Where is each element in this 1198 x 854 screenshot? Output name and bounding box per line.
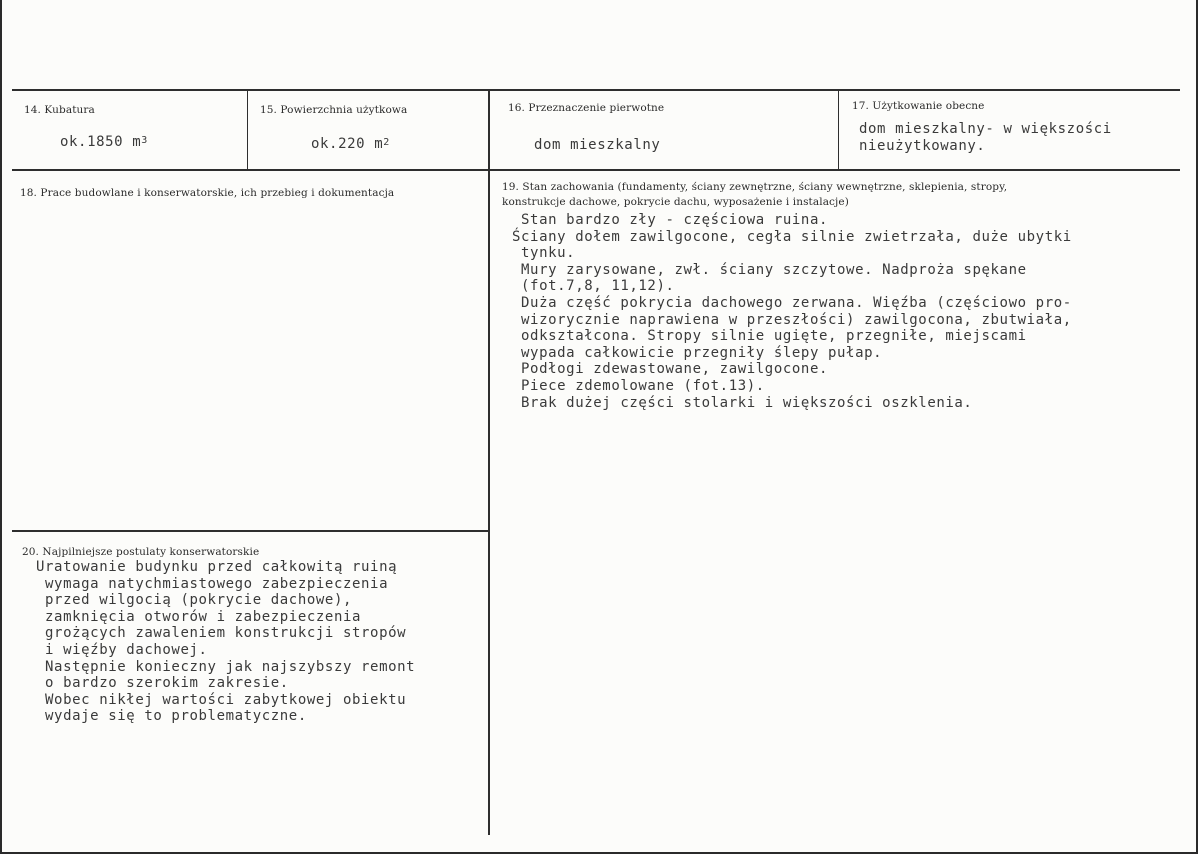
field-20-line: o bardzo szerokim zakresie. xyxy=(36,675,289,692)
field-20-line: grożących zawaleniem konstrukcji stropów xyxy=(36,625,407,642)
field-15-value: ok.220 $m^2$ xyxy=(311,136,390,152)
field-17-line: dom mieszkalny- w większości xyxy=(859,121,1112,137)
field-14-value: ok.1850 $m^3$ xyxy=(60,134,148,150)
col-divider-3 xyxy=(838,90,839,170)
field-20-line: wymaga natychmiastowego zabezpieczenia xyxy=(36,575,389,592)
field-17-value xyxy=(859,121,1112,154)
field-20-line: wydaje się to problematyczne. xyxy=(36,708,307,725)
field-14-label: 14. Kubatura xyxy=(24,104,95,116)
field-19-line: wypada całkowicie przegniły ślepy pułap. xyxy=(512,344,883,361)
header-row-rule xyxy=(12,169,1180,171)
field-20-line: Następnie konieczny jak najszybszy remont xyxy=(36,658,416,675)
field-17-line: nieużytkowany. xyxy=(859,137,986,154)
left-section-divider xyxy=(12,530,488,532)
field-19-line: Brak dużej części stolarki i większości oszklenia. xyxy=(512,394,973,411)
field-20-label: 20. Najpilniejsze postulaty konserwatorskie xyxy=(22,546,260,558)
field-19-line: (fot.7,8, 11,12). xyxy=(512,278,675,295)
field-19-line: wizorycznie naprawiena w przeszłości) zawilgocona, zbutwiała, xyxy=(512,311,1072,328)
field-19-text xyxy=(512,212,1072,411)
field-19-line: odkształcona. Stropy silnie ugięte, przegniłe, miejscami xyxy=(512,328,1027,345)
field-18-label: 18. Prace budowlane i konserwatorskie, ich przebieg i dokumentacja xyxy=(20,187,395,199)
col-divider-1 xyxy=(247,90,248,170)
field-17-label: 17. Użytkowanie obecne xyxy=(852,100,985,112)
field-20-line: Uratowanie budynku przed całkowitą ruiną xyxy=(36,559,398,575)
field-20-line: zamknięcia otworów i zabezpieczenia xyxy=(36,608,362,625)
top-rule xyxy=(12,89,1180,91)
field-19-line: tynku. xyxy=(512,245,576,262)
field-16-label: 16. Przeznaczenie pierwotne xyxy=(508,102,665,114)
field-16-value: dom mieszkalny xyxy=(534,137,661,153)
field-19-label-line-1: 19. Stan zachowania (fundamenty, ściany zewnętrzne, ściany wewnętrzne, sklepienia, stropy, xyxy=(502,181,1008,193)
field-19-line: Ściany dołem zawilgocone, cegła silnie zwietrzała, duże ubytki xyxy=(512,228,1072,245)
field-19-label-line-2: konstrukcje dachowe, pokrycie dachu, wyposażenie i instalacje) xyxy=(502,196,849,208)
col-divider-2 xyxy=(488,90,490,835)
field-20-line: Wobec nikłej wartości zabytkowej obiektu xyxy=(36,691,407,708)
field-19-line: Duża część pokrycia dachowego zerwana. Więźba (częściowo pro- xyxy=(512,294,1072,311)
field-20-line: przed wilgocią (pokrycie dachowe), xyxy=(36,592,353,609)
field-19-line: Piece zdemolowane (fot.13). xyxy=(512,377,765,394)
field-15-label: 15. Powierzchnia użytkowa xyxy=(260,104,408,116)
field-20-line: i więźby dachowej. xyxy=(36,641,208,658)
field-20-text xyxy=(36,559,415,725)
field-19-line: Stan bardzo zły - częściowa ruina. xyxy=(512,212,829,228)
field-19-line: Mury zarysowane, zwł. ściany szczytowe. Nadproża spękane xyxy=(512,261,1027,278)
field-19-line: Podłogi zdewastowane, zawilgocone. xyxy=(512,361,829,378)
